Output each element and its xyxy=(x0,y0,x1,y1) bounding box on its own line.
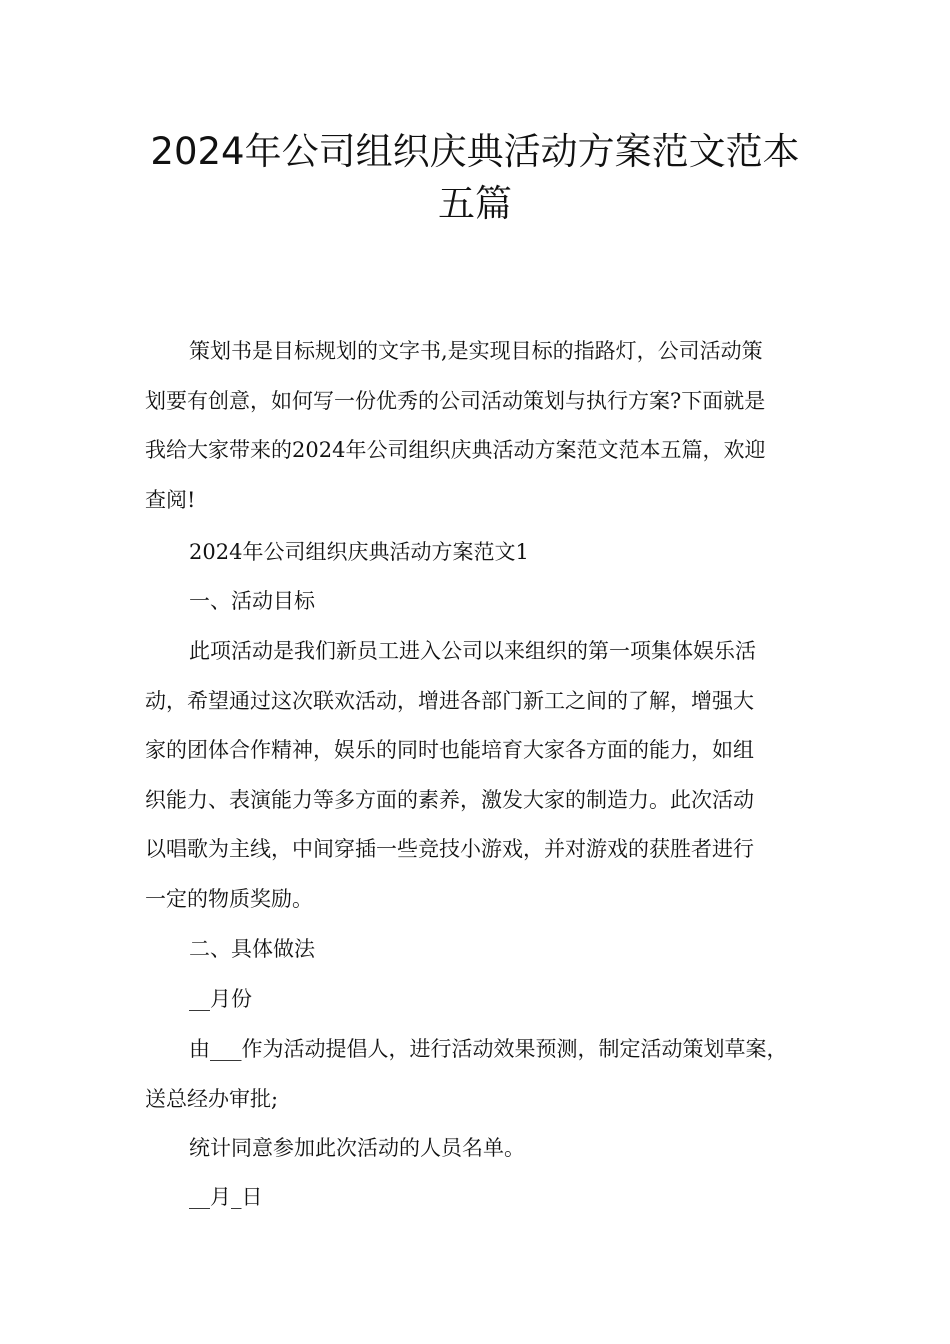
paragraph xyxy=(145,975,810,1025)
paragraph-line: 查阅! xyxy=(145,487,196,512)
paragraph-line: 此项活动是我们新员工进入公司以来组织的第一项集体娱乐活 xyxy=(189,639,756,663)
paragraph xyxy=(145,1173,810,1223)
paragraph-line: 一、活动目标 xyxy=(189,589,315,613)
paragraph-line: 二、具体做法 xyxy=(189,937,315,961)
paragraph xyxy=(145,577,810,627)
paragraph-line: 以唱歌为主线，中间穿插一些竞技小游戏，并对游戏的获胜者进行 xyxy=(145,837,754,861)
paragraph xyxy=(145,627,810,924)
title-line-2: 五篇 xyxy=(438,182,512,225)
paragraph xyxy=(145,327,810,525)
paragraph-line: 划要有创意，如何写一份优秀的公司活动策划与执行方案?下面就是 xyxy=(145,388,766,413)
document-title xyxy=(120,126,830,230)
paragraph-line: 统计同意参加此次活动的人员名单。 xyxy=(189,1136,525,1160)
paragraph-line: 一定的物质奖励。 xyxy=(145,886,313,911)
paragraph-line: 送总经办审批; xyxy=(145,1086,279,1111)
paragraph-line: 织能力、表演能力等多方面的素养，激发大家的制造力。此次活动 xyxy=(145,787,754,812)
paragraph-line: 我给大家带来的2024年公司组织庆典活动方案范文范本五篇，欢迎 xyxy=(145,438,766,462)
paragraph xyxy=(145,925,810,975)
paragraph-line: 策划书是目标规划的文字书,是实现目标的指路灯，公司活动策 xyxy=(189,339,763,363)
paragraph xyxy=(145,528,810,578)
paragraph-line: __月份 xyxy=(189,987,252,1011)
paragraph-line: 由___作为活动提倡人，进行活动效果预测，制定活动策划草案， xyxy=(189,1037,788,1061)
paragraph-line: 2024年公司组织庆典活动方案范文1 xyxy=(189,540,529,564)
paragraph xyxy=(145,1025,810,1124)
paragraph-line: 动，希望通过这次联欢活动，增进各部门新工之间的了解，增强大 xyxy=(145,688,754,713)
paragraph-line: __月_日 xyxy=(189,1185,263,1209)
paragraph xyxy=(145,1124,810,1174)
title-line-1: 2024年公司组织庆典活动方案范文范本 xyxy=(150,130,800,173)
paragraph-line: 家的团体合作精神，娱乐的同时也能培育大家各方面的能力，如组 xyxy=(145,738,754,762)
